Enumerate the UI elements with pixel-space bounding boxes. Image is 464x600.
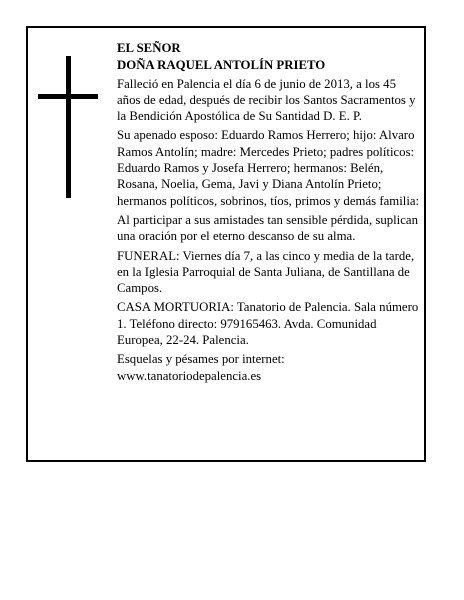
notice-text bbox=[117, 40, 421, 387]
cross-icon bbox=[38, 56, 98, 198]
death-announcement: Falleció en Palencia el día 6 de junio de 2013, a los 45 años de edad, después de recibir los Santos Sacramentos y la Bendición Apostólica de Su Santidad D. E. P. bbox=[117, 76, 416, 124]
funeral-home-details: CASA MORTUORIA: Tanatorio de Palencia. Sala número 1. Teléfono directo: 979165463. Avda. Comunidad Europea, 22-24. Palencia. bbox=[117, 300, 419, 348]
prayer-request: Al participar a sus amistades tan sensible pérdida, suplican una oración por el eterno descanso de su alma. bbox=[117, 212, 418, 244]
online-condolences: Esquelas y pésames por internet: www.tanatoriodepalencia.es bbox=[117, 352, 285, 383]
obituary-notice bbox=[26, 26, 426, 462]
cross-vertical-bar bbox=[66, 56, 71, 198]
cross-horizontal-bar bbox=[38, 94, 98, 99]
deceased-name: DOÑA RAQUEL ANTOLÍN PRIETO bbox=[117, 58, 326, 73]
family-list: Su apenado esposo: Eduardo Ramos Herrero; hijo: Alvaro Ramos Antolín; madre: Mercedes Prieto; padres políticos: Eduardo Ramos y Josefa Herrero; hermanos: Belén, Rosana, Noelia, Gema, Javi y Diana Antolín Prieto; hermanos políticos, sobrinos, tíos, primos y demás familia: bbox=[117, 128, 420, 208]
notice-title: EL SEÑOR bbox=[117, 41, 181, 55]
funeral-details: FUNERAL: Viernes día 7, a las cinco y media de la tarde, en la Iglesia Parroquial de Santa Juliana, de Santillana de Campos. bbox=[117, 248, 415, 296]
